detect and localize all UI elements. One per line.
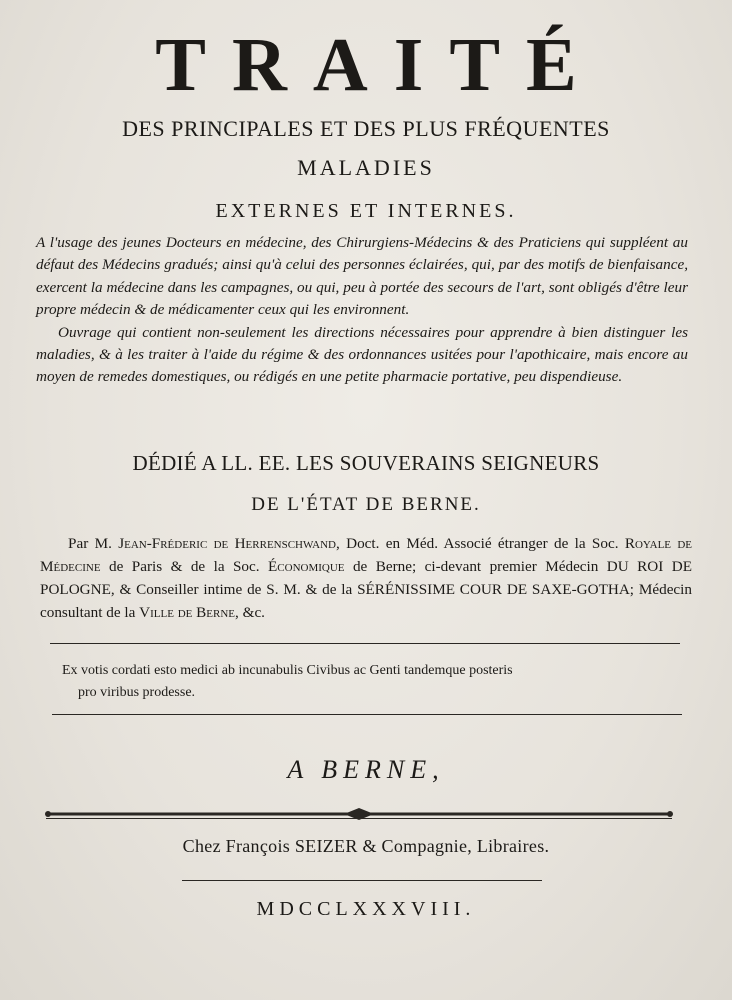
motto-line-2: pro viribus prodesse. bbox=[78, 685, 196, 700]
motto-line-1: Ex votis cordati esto medici ab incunabulis Civibus ac Genti tandemque posteris bbox=[62, 663, 513, 678]
divider-rule-top bbox=[50, 643, 680, 644]
author-statement bbox=[40, 532, 692, 624]
divider-rule-short bbox=[182, 880, 542, 881]
subtitle-line-2: MALADIES bbox=[297, 155, 435, 180]
imprint-place: A BERNE, bbox=[287, 755, 445, 784]
ornamental-rule bbox=[44, 806, 674, 822]
publisher-line: Chez François SEIZER & Compagnie, Libraires. bbox=[182, 836, 550, 856]
author-text-4: , &c. bbox=[235, 604, 265, 621]
motto-block bbox=[62, 660, 662, 704]
author-text-2: de Paris & de la Soc. bbox=[109, 558, 260, 575]
book-title: TRAITÉ bbox=[155, 23, 603, 107]
description-paragraph-1: A l'usage des jeunes Docteurs en médecine, des Chirurgiens-Médecins & des Praticiens qui suppléent au défaut des Médecins gradués; ainsi qu'à celui des personnes éclairées, qui, par des motifs de bienfaisance, exercent la médecine dans les campagnes, ou qui, peu à portée des secours de l'art, sont obligés d'être leur propre médecin & de médicamenter ceux qui les environnent. bbox=[36, 234, 688, 319]
publication-year: MDCCLXXXVIII. bbox=[256, 898, 476, 920]
subtitle-line-1: DES PRINCIPALES ET DES PLUS FRÉQUENTES bbox=[122, 116, 610, 141]
author-soc-economique: Économique bbox=[268, 558, 345, 575]
dedication-line-2: DE L'ÉTAT DE BERNE. bbox=[251, 494, 481, 515]
author-soc-royale: Royale de Médecine bbox=[40, 535, 693, 575]
description-block bbox=[36, 232, 688, 389]
dedication-line-1: DÉDIÉ A LL. EE. LES SOUVERAINS SEIGNEURS bbox=[132, 451, 600, 475]
divider-rule-bottom bbox=[52, 714, 682, 715]
author-ville: Ville de Berne bbox=[139, 604, 236, 621]
author-text-1: , Doct. en Méd. Associé étranger de la Soc. bbox=[336, 535, 619, 552]
description-paragraph-2: Ouvrage qui contient non-seulement les directions nécessaires pour apprendre à bien distinguer les maladies, & à les traiter à l'aide du régime & des ordonnances usitées pour l'apothicaire, mais encore au moyen de remedes domestiques, ou rédigés en une petite pharmacie portative, peu dispendieuse. bbox=[36, 323, 688, 386]
author-name: Jean-Fréderic de Herrenschwand bbox=[118, 535, 336, 552]
author-text-3: de Berne; ci-devant premier Médecin DU ROI DE POLOGNE, & Conseiller intime de S. M. & de la SÉRÉNISSIME COUR DE SAXE-GOTHA; Médecin consultant de la bbox=[40, 558, 693, 621]
author-par: Par M. bbox=[68, 535, 112, 552]
subtitle-line-3: EXTERNES ET INTERNES. bbox=[215, 200, 517, 222]
